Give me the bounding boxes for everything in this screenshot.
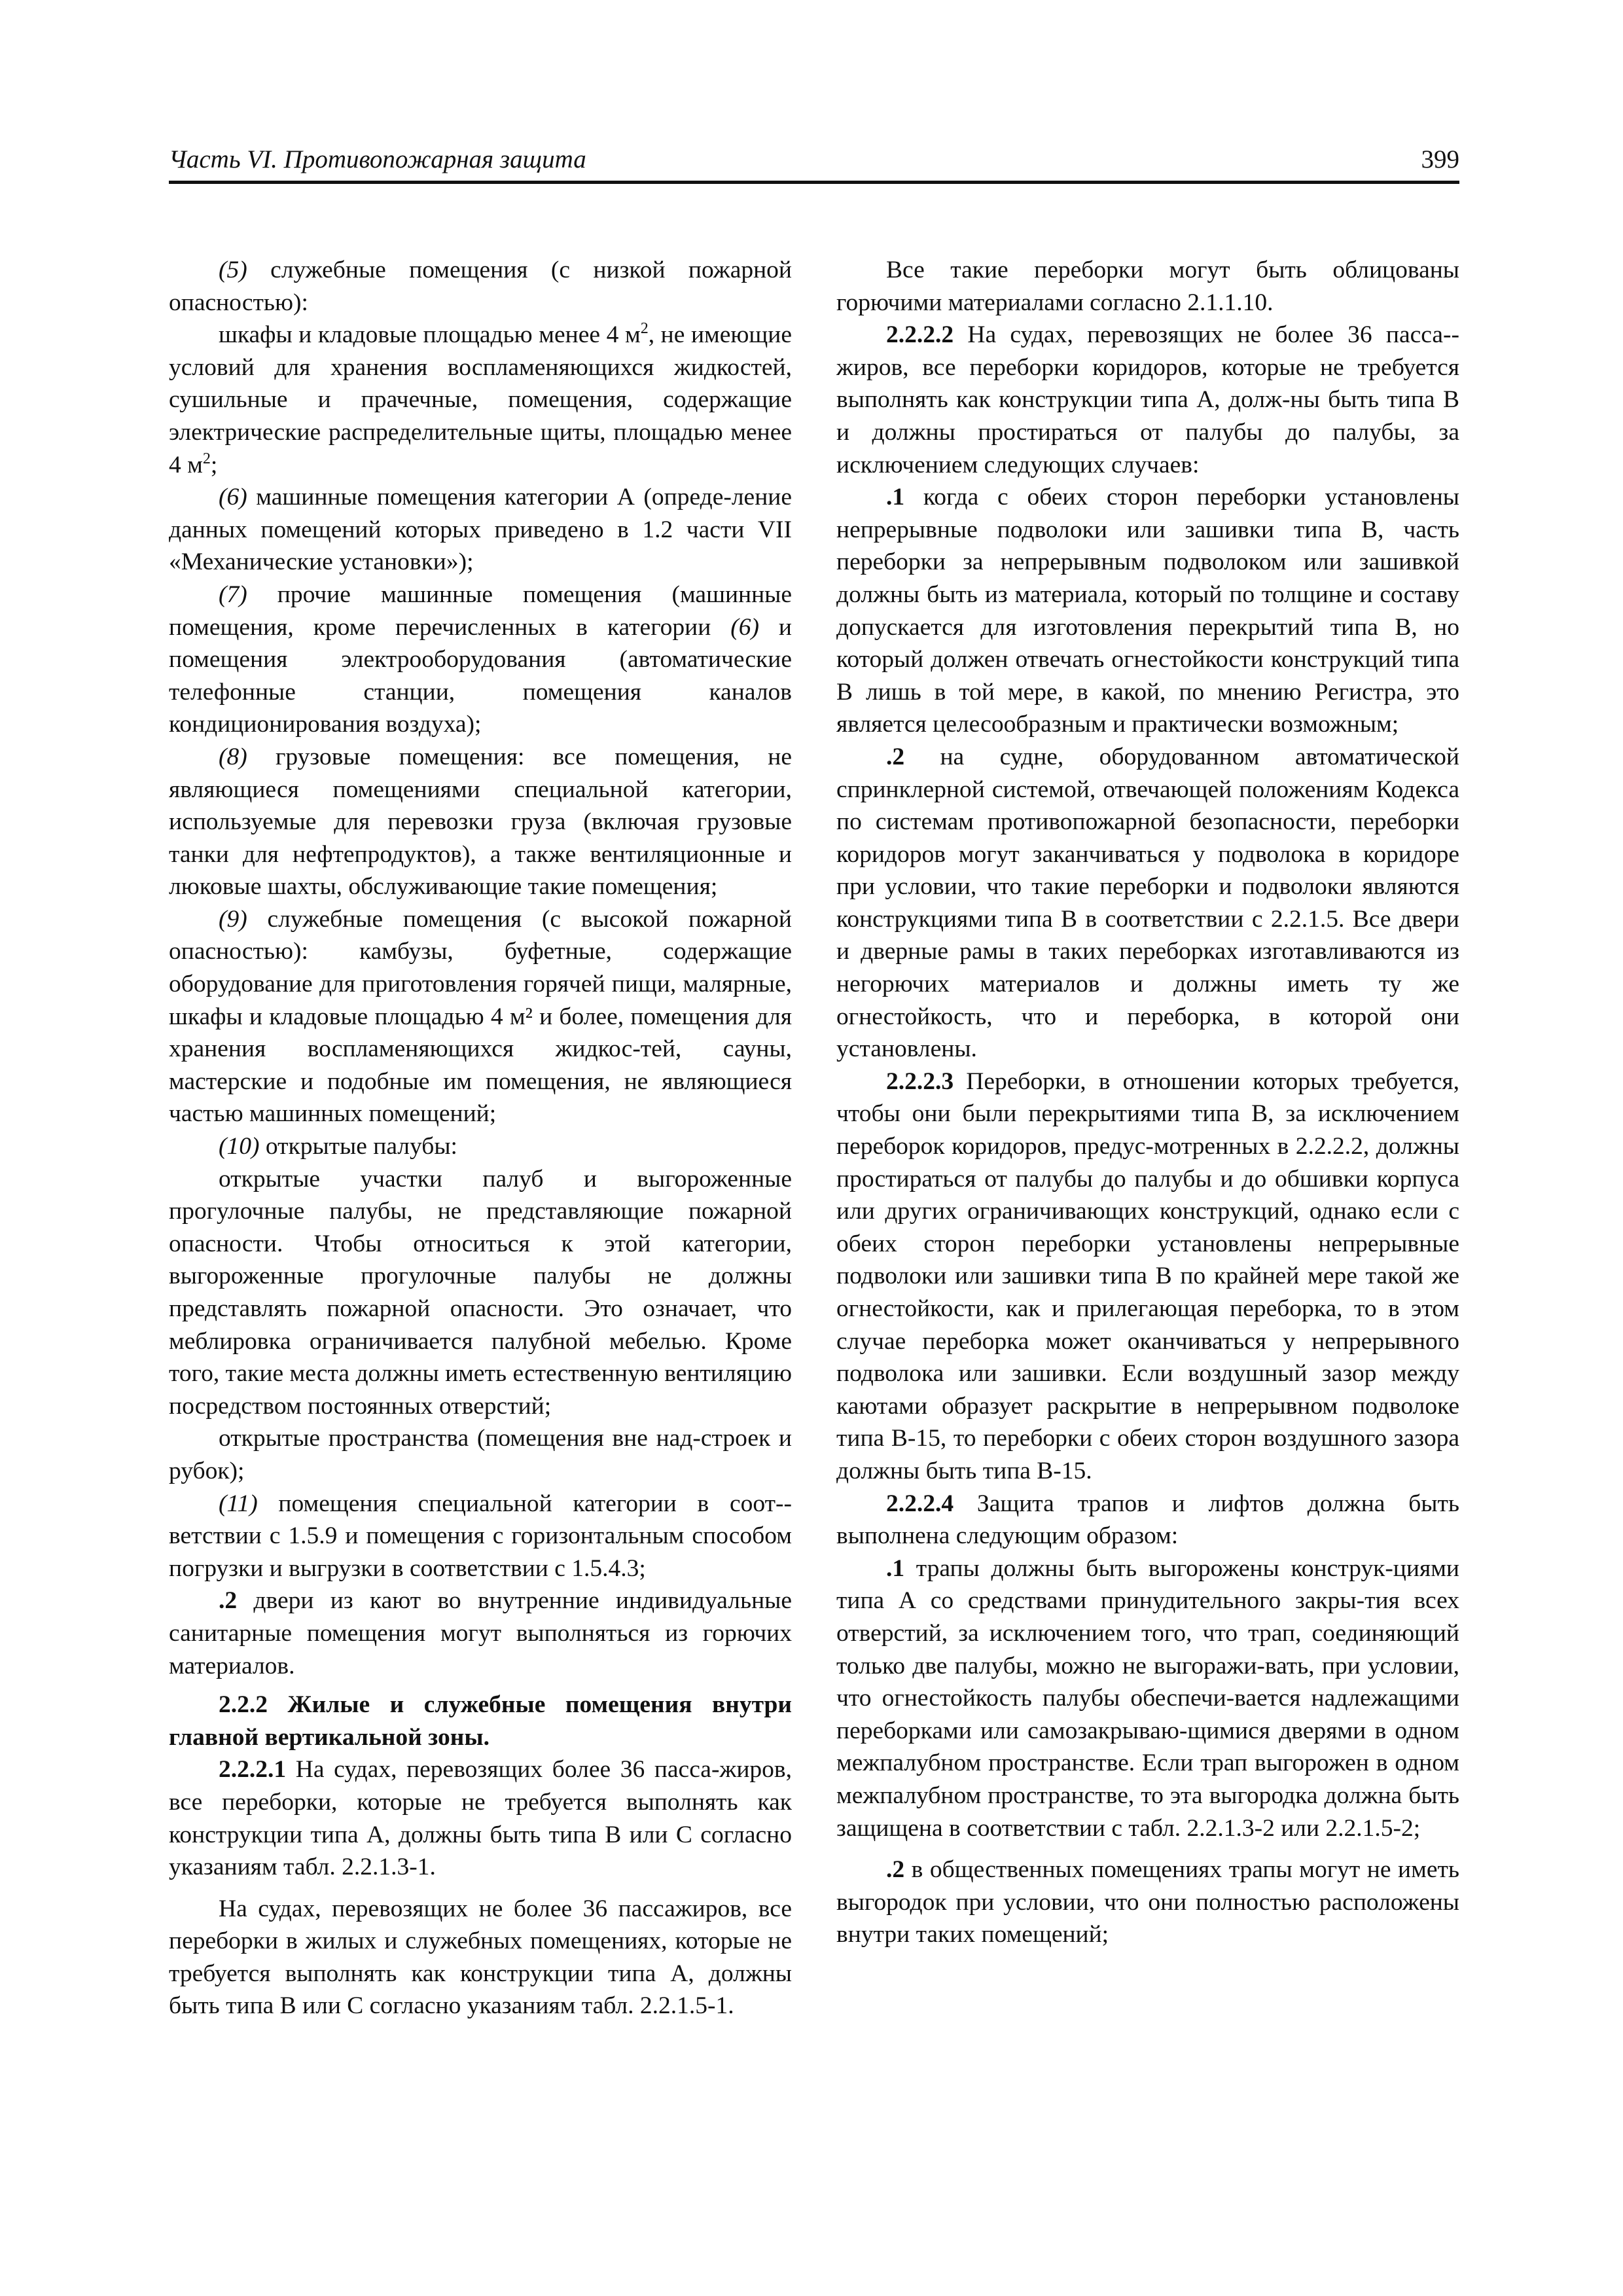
paragraph-text: Переборки, в отношении которых требуется, чтобы они были перекрытиями типа В, за исключением переборок коридоров, предус-мотренных в 2.2.2.2, должны простираться от палубы до палубы и до обшивки корпуса или других ограничивающих конструкций, однако если с обеих сторон переборки установлены непрерывные подволоки или зашивки типа В по крайней мере такой же огнестойкости, как и прилегающая переборка, то в этом случае переборка может оканчиваться у непрерывного подволока или зашивки. Если воздушный зазор между каютами образует раскрытие в непрерывном подволоке типа В-15, то переборки с обеих сторон воздушного зазора должны быть типа В-15. xyxy=(836,1067,1459,1484)
paragraph xyxy=(836,1854,1459,1951)
paragraph-text: , не имеющие условий для хранения воспламеняющихся жидкостей, сушильные и прачечные, помещения, содержащие электрические распределительные щиты, площадью менее 4 м xyxy=(169,321,792,478)
paragraph xyxy=(169,579,792,741)
page-number: 399 xyxy=(1421,145,1459,173)
item-number: (6) xyxy=(219,484,247,511)
left-column xyxy=(169,254,792,2022)
paragraph-text: ; xyxy=(210,451,218,478)
item-number: .2 xyxy=(886,1856,905,1884)
running-header-title: Часть VI. Противопожарная защита xyxy=(169,145,586,173)
paragraph xyxy=(836,1066,1459,1488)
paragraph-text: двери из кают во внутренние индивидуальные санитарные помещения могут выполняться из горючих материалов. xyxy=(169,1587,792,1679)
paragraph-text: машинные помещения категории А (опреде-ление данных помещений которых приведено в 1.2 части VII «Механические установки»); xyxy=(169,484,792,576)
paragraph: открытые пространства (помещения вне над-строек и рубок); xyxy=(169,1425,792,1484)
paragraph-text: Защита трапов и лифтов должна быть выполнена следующим образом: xyxy=(836,1490,1459,1550)
paragraph xyxy=(169,1130,792,1163)
item-number: .2 xyxy=(886,743,905,770)
paragraph-text: На судах, перевозящих не более 36 пасса-жиров, все переборки коридоров, которые не требуется выполнять как конструкции типа А, долж-ны быть типа В и должны простираться от палубы до палубы, за исключением следующих случаев: xyxy=(836,321,1459,478)
paragraph-text: когда с обеих сторон переборки установлены непрерывные подволоки или зашивки типа В, часть переборки за непрерывным подволоком или зашивкой должны быть из материала, который по толщине и составу допускается для изготовления перекрытий типа В, но который должен отвечать огнестойкости конструкций типа В лишь в той мере, в какой, по мнению Регистра, это является целесообразным и практически возможным; xyxy=(836,484,1459,738)
paragraph-text: служебные помещения (с низкой пожарной опасностью): xyxy=(169,257,792,316)
paragraph: На судах, перевозящих не более 36 пассажиров, все переборки в жилых и служебных помещениях, которые не требуется выполнять как конструкции типа А, должны быть типа В или С согласно указаниям табл. 2.2.1.5-1. xyxy=(169,1895,792,2020)
section-heading: 2.2.2 Жилые и служебные помещения внутри главной вертикальной зоны. xyxy=(169,1691,792,1751)
paragraph-text: и помещения электрооборудования (автоматические телефонные станции, помещения каналов кондиционирования воздуха); xyxy=(169,613,792,738)
paragraph xyxy=(836,481,1459,741)
paragraph-text: На судах, перевозящих более 36 пасса-жиров, все переборки, которые не требуется выполнять как конструкции типа А, должны быть типа В или С согласно указаниям табл. 2.2.1.3-1. xyxy=(169,1756,792,1881)
clause-number: 2.2.2.3 xyxy=(886,1067,954,1095)
item-number: .1 xyxy=(886,1554,905,1582)
paragraph xyxy=(836,319,1459,481)
item-number: (11) xyxy=(219,1490,258,1517)
paragraph xyxy=(836,1552,1459,1844)
item-number: (5) xyxy=(219,257,247,283)
superscript: 2 xyxy=(640,320,649,338)
paragraph-text: прочие машинные помещения (машинные помещения, кроме перечисленных в категории xyxy=(169,581,792,641)
item-number: (10) xyxy=(219,1133,260,1160)
running-header xyxy=(169,141,1459,184)
paragraph xyxy=(169,319,792,481)
paragraph-text: грузовые помещения: все помещения, не являющиеся помещениями специальной категории, используемые для перевозки груза (включая грузовые танки для нефтепродуктов), а также вентиляционные и люковые шахты, обслуживающие такие помещения; xyxy=(169,743,792,901)
item-number: (8) xyxy=(219,743,247,770)
paragraph xyxy=(169,481,792,579)
clause-number: 2.2.2.4 xyxy=(886,1490,954,1517)
item-number: (7) xyxy=(219,581,247,608)
paragraph-text: в общественных помещениях трапы могут не иметь выгородок при условии, что они полностью расположены внутри таких помещений; xyxy=(836,1856,1459,1948)
paragraph: Все такие переборки могут быть облицованы горючими материалами согласно 2.1.1.10. xyxy=(836,257,1459,316)
category-reference: (6) xyxy=(730,613,759,641)
paragraph-text: служебные помещения (с высокой пожарной опасностью): камбузы, буфетные, содержащие оборудование для приготовления горячей пищи, малярные, шкафы и кладовые площадью 4 м² и более, помещения для хранения воспламеняющихся жидкос-тей, сауны, мастерские и подобные им помещения, не являющиеся частью машинных помещений; xyxy=(169,905,792,1128)
paragraph-text: на судне, оборудованном автоматической спринклерной системой, отвечающей положениям Кодекса по системам противопожарной безопасности, переборки коридоров могут заканчиваться у подволока в коридоре при условии, что такие переборки и подволоки являются конструкциями типа В в соответствии с 2.2.1.5. Все двери и дверные рамы в таких переборках изготавливаются из негорючих материалов и должны иметь ту же огнестойкость, что и переборка, в которой они установлены. xyxy=(836,743,1459,1063)
item-number: (9) xyxy=(219,905,247,933)
right-column xyxy=(836,254,1459,1951)
paragraph-text: помещения специальной категории в соот-ветствии с 1.5.9 и помещения с горизонтальным способом погрузки и выгрузки в соответствии с 1.5.4.3; xyxy=(169,1490,792,1582)
clause-number: 2.2.2.2 xyxy=(886,321,954,349)
paragraph xyxy=(169,254,792,319)
paragraph xyxy=(169,1488,792,1585)
item-number: .1 xyxy=(886,484,905,511)
paragraph xyxy=(836,741,1459,1066)
paragraph-text: открытые палубы: xyxy=(259,1133,457,1160)
paragraph xyxy=(169,903,792,1130)
paragraph xyxy=(169,1753,792,1883)
clause-number: 2.2.2.1 xyxy=(219,1756,287,1784)
paragraph-text: шкафы и кладовые площадью менее 4 м xyxy=(219,321,641,349)
superscript: 2 xyxy=(202,450,211,467)
paragraph xyxy=(169,741,792,903)
item-number: .2 xyxy=(219,1587,238,1615)
paragraph-text: трапы должны быть выгорожены конструк-циями типа А со средствами принудительного закры-тия всех отверстий, за исключением того, что трап, соединяющий только две палубы, можно не выгоражи-вать, при условии, что огнестойкость палубы обеспечи-вается надлежащими переборками или самозакрываю-щимися дверями в одном межпалубном пространстве. Если трап выгорожен в одном межпалубном пространстве, то эта выгородка должна быть защищена в соответствии с табл. 2.2.1.3-2 или 2.2.1.5-2; xyxy=(836,1554,1459,1842)
paragraph xyxy=(169,1585,792,1682)
paragraph: открытые участки палуб и выгороженные прогулочные палубы, не представляющие пожарной опасности. Чтобы относиться к этой категории, выгороженные прогулочные палубы не должны представлять пожарной опасности. Это означает, что меблировка ограничивается палубной мебелью. Кроме того, такие места должны иметь естественную вентиляцию посредством постоянных отверстий; xyxy=(169,1165,792,1420)
paragraph xyxy=(836,1488,1459,1552)
